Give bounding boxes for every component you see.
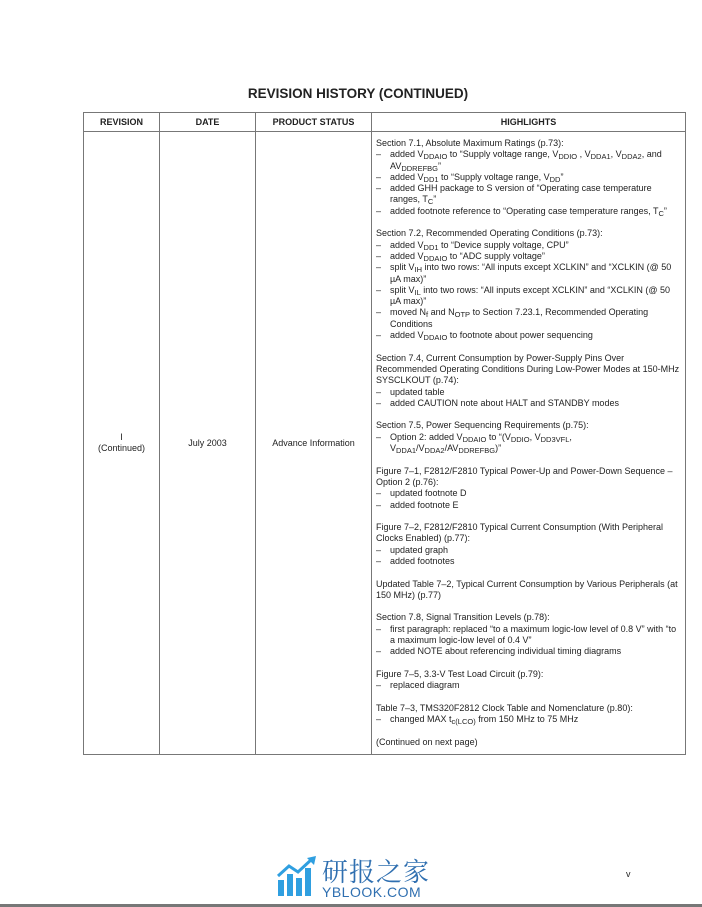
subscript: DDREFBG: [458, 446, 496, 456]
item-text: to “Supply voltage range, V: [447, 149, 559, 160]
subscript: c(LCO): [451, 717, 476, 727]
dash-bullet: –: [376, 544, 382, 555]
subscript: DDA1: [396, 446, 417, 456]
highlights-list: [376, 138, 681, 725]
section-heading: Table 7–3, TMS320F2812 Clock Table and Nomenclature (p.80):: [376, 702, 633, 713]
list-item: [376, 624, 681, 647]
subscript: C: [658, 208, 664, 218]
header-product-status: PRODUCT STATUS: [256, 113, 372, 132]
dash-bullet: –: [376, 499, 382, 510]
subscript: DD3VFL: [540, 434, 570, 444]
section-heading: Section 7.1, Absolute Maximum Ratings (p.73):: [376, 138, 564, 148]
subscript: DDAIO: [423, 253, 448, 263]
item-text: into two rows: “All inputs except XCLKIN” and “XCLKIN (@ 50 µA max)”: [390, 262, 672, 284]
page-title: REVISION HISTORY (CONTINUED): [247, 86, 469, 101]
section-heading: Figure 7–1, F2812/F2810 Typical Power-Up and Power-Down Sequence – Option 2 (p.76):: [376, 465, 673, 487]
item-text: added NOTE about referencing individual timing diagrams: [390, 646, 622, 657]
highlight-section: [376, 703, 681, 726]
section-heading: Section 7.8, Signal Transition Levels (p.78):: [376, 612, 550, 623]
header-date: DATE: [160, 113, 256, 132]
highlight-section: [376, 420, 681, 454]
item-text: replaced diagram: [390, 680, 460, 691]
item-text: added V: [390, 171, 424, 182]
dash-bullet: –: [376, 386, 382, 397]
chart-logo-icon: [276, 856, 318, 896]
list-item: [376, 545, 681, 556]
item-text: changed MAX t: [390, 714, 452, 725]
item-text: added V: [390, 239, 424, 250]
item-text: added V: [390, 149, 424, 160]
list-item: [376, 285, 681, 308]
list-item: [376, 330, 681, 341]
highlights-cell: [372, 132, 686, 755]
item-text: ”: [433, 194, 437, 205]
item-text: to “(V: [486, 431, 511, 442]
item-text: , V: [577, 149, 591, 160]
section-heading: Section 7.5, Power Sequencing Requirements (p.75):: [376, 420, 589, 431]
item-text: /V: [416, 443, 425, 454]
subscript: DDA2: [424, 446, 445, 456]
item-text: ”: [438, 160, 442, 171]
logo-text-cn: 研报之家: [322, 858, 431, 888]
revision-value: I: [120, 432, 123, 443]
subscript: DD: [549, 174, 561, 184]
dash-bullet: –: [376, 431, 382, 442]
page-number: v: [626, 869, 631, 879]
highlight-section: [376, 138, 681, 217]
section-heading: Updated Table 7–2, Typical Current Consumption by Various Peripherals (at 150 MHz) (p.77): [376, 578, 678, 600]
item-text: added footnotes: [390, 555, 455, 566]
item-text: ”: [663, 205, 667, 216]
dash-bullet: –: [376, 250, 382, 261]
list-item: [376, 251, 681, 262]
list-item: [376, 172, 681, 183]
list-item: [376, 556, 681, 567]
dash-bullet: –: [376, 149, 382, 160]
subscript: f: [426, 310, 429, 320]
dash-bullet: –: [376, 623, 382, 634]
dash-bullet: –: [376, 183, 382, 194]
item-text: added V: [390, 330, 424, 341]
item-text: to “Supply voltage range, V: [438, 171, 550, 182]
section-heading: Figure 7–5, 3.3-V Test Load Circuit (p.79):: [376, 668, 544, 679]
highlight-section: [376, 612, 681, 657]
highlight-section: [376, 579, 681, 602]
dash-bullet: –: [376, 284, 382, 295]
item-text: , V: [529, 431, 541, 442]
item-text: added footnote reference to “Operating case temperature ranges, T: [390, 205, 659, 216]
subscript: DDIO: [510, 434, 530, 444]
highlight-section: [376, 669, 681, 692]
subscript: IL: [414, 287, 421, 297]
item-text: to “ADC supply voltage”: [447, 250, 545, 261]
revision-note: (Continued): [97, 443, 146, 454]
highlight-section: [376, 228, 681, 341]
highlight-section: [376, 466, 681, 511]
item-text: added V: [390, 250, 424, 261]
list-item: [376, 488, 681, 499]
item-text: split V: [390, 284, 415, 295]
status-cell: Advance Information: [256, 132, 372, 755]
subscript: DDAIO: [423, 333, 448, 343]
item-text: from 150 MHz to 75 MHz: [475, 714, 579, 725]
logo-text-en: YBLOOK.COM: [322, 884, 422, 900]
subscript: C: [427, 197, 434, 207]
subscript: IH: [414, 265, 423, 275]
dash-bullet: –: [376, 646, 382, 657]
item-text: added CAUTION note about HALT and STANDBY modes: [390, 397, 619, 408]
list-item: [376, 183, 681, 206]
dash-bullet: –: [376, 330, 382, 341]
section-heading: Section 7.4, Current Consumption by Power-Supply Pins Over Recommended Operating Conditions During Low-Power Modes at 150-MHz SYSCLKOUT (p.74):: [376, 352, 680, 386]
list-item: [376, 240, 681, 251]
subscript: DD1: [423, 242, 439, 252]
item-text: split V: [390, 262, 415, 273]
list-item: [376, 149, 681, 172]
dash-bullet: –: [376, 171, 382, 182]
item-text: into two rows: “All inputs except XCLKIN” and “XCLKIN (@ 50 µA max)”: [390, 284, 671, 307]
item-text: ”: [560, 171, 564, 182]
date-cell: July 2003: [160, 132, 256, 755]
list-item: [376, 206, 681, 217]
revision-cell: [84, 132, 160, 755]
header-highlights: HIGHLIGHTS: [372, 113, 686, 132]
subscript: DDA2: [621, 152, 642, 162]
item-text: updated table: [390, 386, 445, 397]
item-text: , and AV: [390, 149, 662, 171]
item-text: to “Device supply voltage, CPU”: [438, 239, 569, 250]
list-item: [376, 387, 681, 398]
yblook-logo: [276, 856, 431, 901]
item-text: updated graph: [390, 544, 449, 555]
dash-bullet: –: [376, 307, 382, 318]
item-text: added GHH package to S version of “Operating case temperature ranges, T: [390, 183, 652, 205]
dash-bullet: –: [376, 714, 382, 725]
subscript: OTP: [454, 310, 471, 320]
list-item: [376, 262, 681, 285]
subscript: DDAIO: [462, 434, 487, 444]
continued-note: (Continued on next page): [376, 736, 478, 747]
subscript: DDAIO: [423, 152, 448, 162]
item-text: Option 2: added V: [390, 431, 463, 442]
dash-bullet: –: [376, 262, 382, 273]
subscript: DDREFBG: [401, 163, 439, 173]
section-heading: Section 7.2, Recommended Operating Conditions (p.73):: [376, 228, 603, 239]
item-text: to Section 7.23.1, Recommended Operating Conditions: [390, 307, 649, 329]
list-item: [376, 646, 681, 657]
list-item: [376, 432, 681, 455]
list-item: [376, 714, 681, 725]
header-revision: REVISION: [84, 113, 160, 132]
item-text: /AV: [444, 443, 459, 454]
item-text: added footnote E: [390, 499, 459, 510]
item-text: and N: [428, 307, 455, 318]
section-heading: Figure 7–2, F2812/F2810 Typical Current Consumption (With Peripheral Clocks Enabled) (p.77):: [376, 522, 663, 544]
revision-table: [83, 112, 686, 755]
highlight-section: [376, 353, 681, 409]
table-row: [84, 132, 686, 755]
dash-bullet: –: [376, 239, 382, 250]
dash-bullet: –: [376, 205, 382, 216]
dash-bullet: –: [376, 488, 382, 499]
item-text: updated footnote D: [390, 488, 467, 499]
highlight-section: [376, 522, 681, 567]
table-header-row: [84, 113, 686, 132]
subscript: DDIO: [558, 152, 578, 162]
item-text: )”: [495, 443, 502, 454]
dash-bullet: –: [376, 555, 382, 566]
subscript: DDA1: [590, 152, 611, 162]
list-item: [376, 680, 681, 691]
list-item: [376, 500, 681, 511]
dash-bullet: –: [376, 680, 382, 691]
list-item: [376, 307, 681, 330]
item-text: , V: [610, 149, 622, 160]
item-text: first paragraph: replaced “to a maximum logic-low level of 0.8 V” with “to a maximum logic-low level of 0.4 V”: [390, 623, 677, 646]
item-text: , V: [390, 431, 572, 454]
subscript: DD1: [423, 174, 439, 184]
dash-bullet: –: [376, 397, 382, 408]
item-text: to footnote about power sequencing: [447, 330, 593, 341]
item-text: moved N: [390, 307, 427, 318]
list-item: [376, 398, 681, 409]
